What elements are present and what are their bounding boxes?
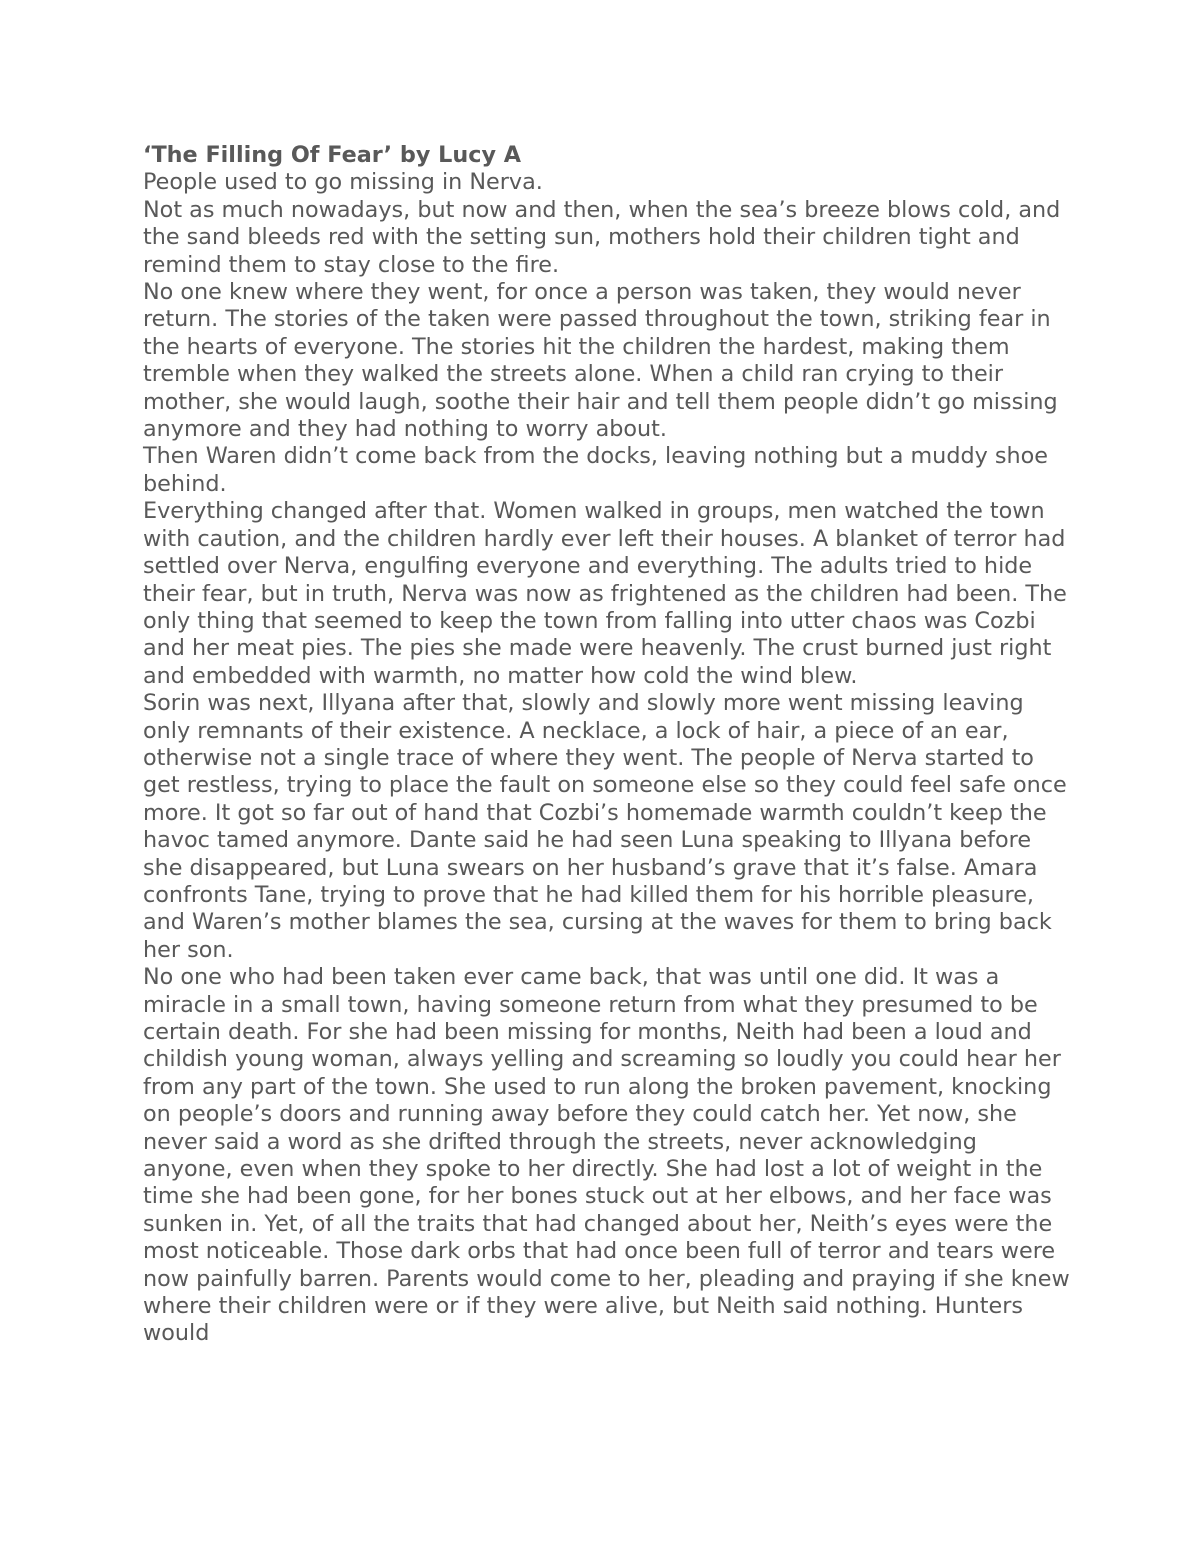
paragraph: No one who had been taken ever came back, that was until one did. It was a miracle in a small town, having someone return from what they presumed to be certain death. For she had been missing for months, Neith had been a loud and childish young woman, always yelling and screaming so loudly you could hear her from any part of the town. She used to run along the broken pavement, knocking on people’s doors and running away before they could catch her. Yet now, she never said a word as she drifted through the streets, never acknowledging anyone, even when they spoke to her directly. She had lost a lot of weight in the time she had been gone, for her bones stuck out at her elbows, and her face was sunken in. Yet, of all the traits that had changed about her, Neith’s eyes were the most noticeable. Those dark orbs that had once been full of terror and tears were now painfully barren. Parents would come to her, pleading and praying if she knew where their children were or if they were alive, but Neith said nothing. Hunters would [143,964,1070,1347]
paragraph: Everything changed after that. Women walked in groups, men watched the town with caution, and the children hardly ever left their houses. A blanket of terror had settled over Nerva, engulfing everyone and everything. The adults tried to hide their fear, but in truth, Nerva was now as frightened as the children had been. The only thing that seemed to keep the town from falling into utter chaos was Cozbi and her meat pies. The pies she made were heavenly. The crust burned just right and embedded with warmth, no matter how cold the wind blew. [143,498,1067,689]
paragraph: No one knew where they went, for once a person was taken, they would never return. The stories of the taken were passed throughout the town, striking fear in the hearts of everyone. The stories hit the children the hardest, making them tremble when they walked the streets alone. When a child ran crying to their mother, she would laugh, soothe their hair and tell them people didn’t go missing anymore and they had nothing to worry about. [143,279,1058,443]
document-body [143,142,1073,1348]
document-title: ‘The Filling Of Fear’ by Lucy A [143,142,522,168]
paragraph: Then Waren didn’t come back from the docks, leaving nothing but a muddy shoe behind. [143,443,1049,497]
paragraph: Not as much nowadays, but now and then, when the sea’s breeze blows cold, and the sand bleeds red with the setting sun, mothers hold their children tight and remind them to stay close to the fire. [143,196,1061,278]
paragraph: People used to go missing in Nerva. [143,169,543,196]
paragraph: Sorin was next, Illyana after that, slowly and slowly more went missing leaving only remnants of their existence. A necklace, a lock of hair, a piece of an ear, otherwise not a single trace of where they went. The people of Nerva started to get restless, trying to place the fault on someone else so they could feel safe once more. It got so far out of hand that Cozbi’s homemade warmth couldn’t keep the havoc tamed anymore. Dante said he had seen Luna speaking to Illyana before she disappeared, but Luna swears on her husband’s grave that it’s false. Amara confronts Tane, trying to prove that he had killed them for his horrible pleasure, and Waren’s mother blames the sea, cursing at the waves for them to bring back her son. [143,690,1067,963]
